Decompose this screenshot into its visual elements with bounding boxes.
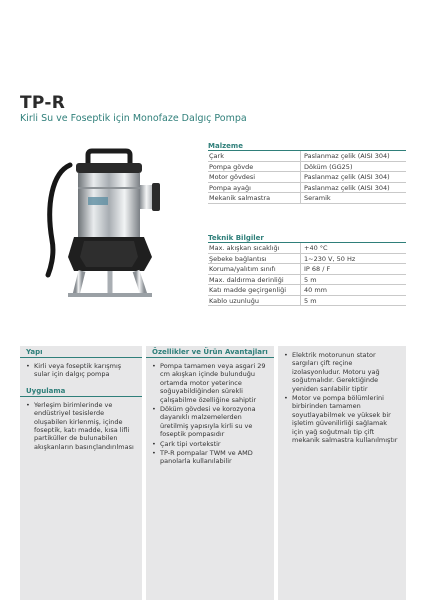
table-row (208, 162, 406, 173)
row-value: 5 m (300, 296, 406, 306)
row-label: Koruma/yalıtım sınıfı (209, 265, 276, 273)
row-label: Motor gövdesi (209, 173, 256, 181)
table-row (208, 296, 406, 307)
table-row (208, 151, 406, 162)
structure-list (20, 358, 142, 379)
features-title: Özellikler ve Ürün Avantajları (146, 346, 274, 358)
features-continued-panel (278, 346, 406, 600)
row-label: Mekanik salmastra (209, 194, 271, 202)
technical-title: Teknik Bilgiler (208, 234, 406, 243)
table-row (208, 183, 406, 194)
row-label: Şebeke bağlantısı (209, 254, 267, 263)
list-item: • Elektrik motorunun stator sargıları çift reçine izolasyonludur. Motoru yağ soğutmalıdır. Gerektiğinde yeniden sarılabilir tiptir (284, 351, 400, 393)
pump-image (40, 145, 190, 305)
row-label: Kablo uzunluğu (209, 296, 260, 305)
list-item: • Pompa tamamen veya asgari 29 cm akışkan içinde bulunduğu ortamda motor yeterince soğuyabildiğinden sürekli çalışabilme özelliğine sahiptir (152, 362, 268, 404)
table-row (208, 243, 406, 254)
table-row (208, 264, 406, 275)
row-label: Çark (209, 152, 224, 160)
row-label: Max. daldırma derinliği (209, 275, 284, 284)
row-label: Pompa ayağı (209, 183, 251, 192)
structure-title: Yapı (20, 346, 142, 358)
materials-table (208, 142, 406, 204)
row-value: Paslanmaz çelik (AISI 304) (300, 172, 406, 182)
table-row (208, 275, 406, 286)
row-label: Pompa gövde (209, 162, 254, 171)
features-list (146, 358, 274, 466)
table-row (208, 285, 406, 296)
list-item: • Motor ve pompa bölümlerini birbirinden tamamen soyutlayabilmek ve yüksek bir işletim güvenilirliği sağlamak için yağ soğutmalı tip çift mekanik salmastra kullanılmıştır (284, 394, 400, 444)
list-item: • TP-R pompalar TWM ve AMD panolarla kullanılabilir (152, 449, 268, 466)
features-panel (146, 346, 274, 600)
table-row (208, 172, 406, 183)
product-subtitle: Kirli Su ve Foseptik için Monofaze Dalgıç Pompa (20, 113, 247, 124)
application-list (20, 397, 142, 451)
row-value: 5 m (300, 275, 406, 285)
application-title: Uygulama (20, 385, 142, 397)
features-continued-list (278, 346, 406, 444)
row-value: +40 °C (300, 243, 406, 253)
row-label: Max. akışkan sıcaklığı (209, 244, 280, 252)
table-row (208, 193, 406, 204)
structure-panel (20, 346, 142, 600)
row-value: Seramik (300, 193, 406, 203)
row-value: Döküm (GG25) (300, 162, 406, 172)
row-value: 1~230 V, 50 Hz (300, 254, 406, 264)
row-value: 40 mm (300, 285, 406, 295)
materials-title: Malzeme (208, 142, 406, 151)
technical-table (208, 234, 406, 306)
row-value: Paslanmaz çelik (AISI 304) (300, 183, 406, 193)
row-label: Katı madde geçirgenliği (209, 286, 287, 294)
table-row (208, 254, 406, 265)
list-item: • Yerleşim birimlerinde ve endüstriyel tesislerde oluşabilen kirlenmiş, içinde foseptik, katı madde, kısa lifli partiküller de bulunabilen akışkanların basınçlandırılması (26, 401, 136, 451)
list-item: • Kirli veya foseptik karışmış sular için dalgıç pompa (26, 362, 136, 379)
list-item: • Döküm gövdesi ve korozyona dayanıklı malzemelerden üretilmiş yapısıyla kirli su ve foseptik pompasıdır (152, 405, 268, 439)
list-item: • Çark tipi vortekstir (152, 440, 268, 448)
product-model-title: TP-R (20, 93, 66, 113)
row-value: Paslanmaz çelik (AISI 304) (300, 151, 406, 161)
row-value: IP 68 / F (300, 264, 406, 274)
